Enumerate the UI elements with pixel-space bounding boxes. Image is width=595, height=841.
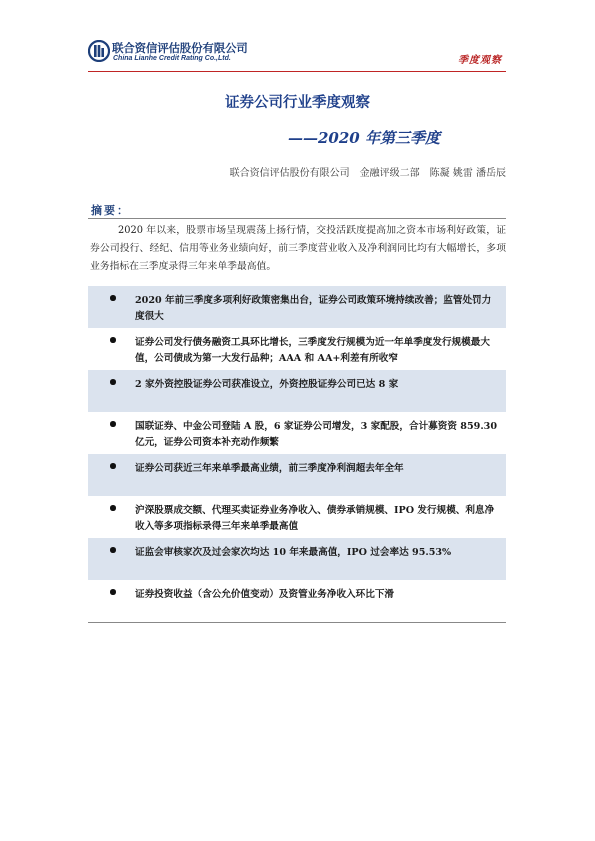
bullet-dot-icon — [110, 337, 116, 343]
key-point-item — [88, 286, 506, 328]
key-point-text: 国联证券、中金公司登陆 A 股，6 家证券公司增发，3 家配股，合计募资资 859.30 亿元，证券公司资本补充动作频繁 — [135, 421, 498, 448]
key-point-item — [88, 580, 506, 622]
key-point-text: 证券公司发行债务融资工具环比增长，三季度发行规模为近一年单季度发行规模最大值，公司债成为第一大发行品种；AAA 和 AA+利差有所收窄 — [135, 337, 490, 364]
company-name-en: China Lianhe Credit Rating Co.,Ltd. — [113, 55, 231, 62]
page-header — [88, 38, 506, 72]
key-point-item — [88, 412, 506, 454]
report-title: 证券公司行业季度观察 — [225, 95, 370, 111]
key-points-list — [88, 286, 506, 623]
key-point-text: 2 家外资控股证券公司获准设立，外资控股证券公司已达 8 家 — [135, 379, 399, 390]
key-point-item — [88, 496, 506, 538]
bullet-dot-icon — [110, 421, 116, 427]
header-divider — [88, 71, 506, 72]
company-logo-icon — [88, 40, 110, 62]
bullet-dot-icon — [110, 589, 116, 595]
key-point-item — [88, 328, 506, 370]
header-tag: 季度观察 — [458, 55, 502, 66]
key-point-text: 2020 年前三季度多项利好政策密集出台，证券公司政策环境持续改善；监管处罚力度很大 — [135, 295, 492, 322]
key-point-text: 证监会审核家次及过会家次均达 10 年来最高值，IPO 过会率达 95.53% — [135, 547, 452, 558]
report-subtitle: ——2020 年第三季度 — [288, 129, 440, 147]
abstract-text: 2020 年以来，股票市场呈现震荡上扬行情，交投活跃度提高加之资本市场利好政策，证券公司投行、经纪、信用等业务业绩向好，前三季度营业收入及净利润同比均有大幅增长，多项业务指标在三季度录得三年来单季最高值。 — [90, 225, 506, 272]
key-point-text: 沪深股票成交额、代理买卖证券业务净收入、债券承销规模、IPO 发行规模、利息净收入等多项指标录得三年来单季最高值 — [135, 505, 495, 532]
key-point-item — [88, 370, 506, 412]
key-point-item — [88, 454, 506, 496]
bullet-dot-icon — [110, 295, 116, 301]
abstract-heading: 摘要： — [91, 204, 130, 217]
key-point-item — [88, 538, 506, 580]
bullet-dot-icon — [110, 547, 116, 553]
company-name-cn: 联合资信评估股份有限公司 — [112, 41, 248, 55]
key-point-text: 证券公司获近三年来单季最高业绩，前三季度净利润超去年全年 — [135, 463, 404, 474]
key-point-text: 证券投资收益（含公允价值变动）及资管业务净收入环比下滑 — [135, 589, 395, 600]
bullet-dot-icon — [110, 379, 116, 385]
abstract-divider — [88, 218, 506, 219]
authors-line: 联合资信评估股份有限公司 金融评级二部 陈凝 姚雷 潘岳辰 — [229, 168, 506, 179]
bullet-dot-icon — [110, 505, 116, 511]
bullet-dot-icon — [110, 463, 116, 469]
